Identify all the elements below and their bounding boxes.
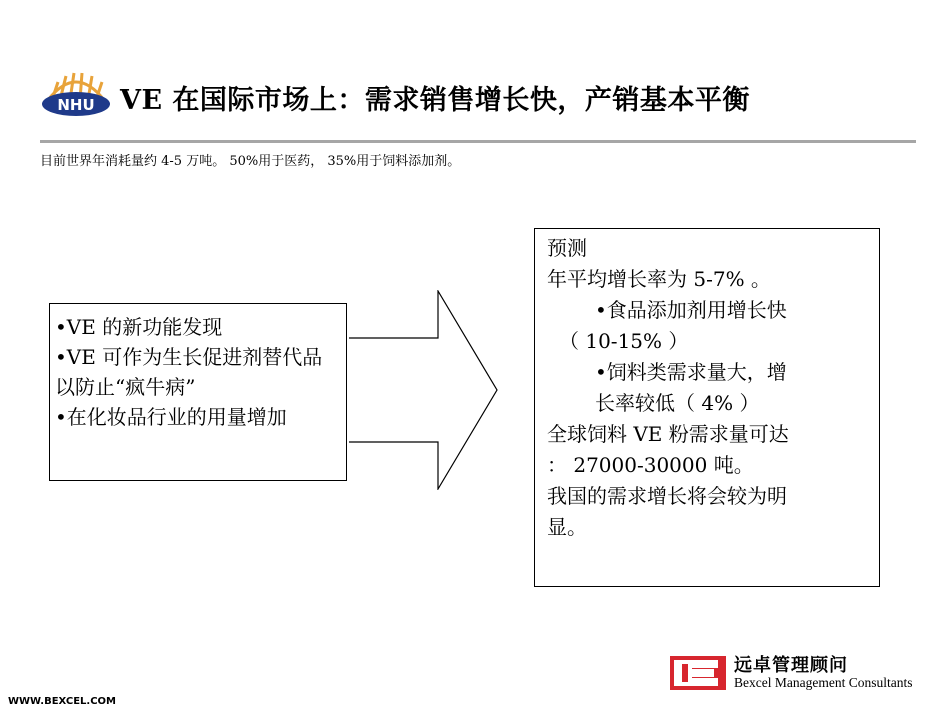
forecast-line: （ 10-15% ） (559, 329, 689, 353)
company-name-cn: 远卓管理顾问 (734, 655, 848, 676)
footer-url: WWW.BEXCEL.COM (8, 696, 117, 707)
forecast-line: •饲料类需求量大，增 (595, 360, 787, 384)
company-name-en: Bexcel Management Consultants (734, 675, 913, 690)
nhu-logo (40, 70, 112, 118)
forecast-line: 年平均增长率为 5-7% 。 (547, 267, 771, 291)
logo-text: NHU (57, 96, 95, 114)
subtitle: 目前世界年消耗量约 4-5 万吨。 50%用于医药， 35%用于饲料添加剂。 (40, 154, 461, 169)
forecast-line: 长率较低（ 4% ） (595, 391, 760, 415)
title-divider (40, 140, 916, 143)
drivers-box (49, 303, 347, 481)
bexcel-logo-icon (668, 650, 728, 696)
forecast-line: •食品添加剂用增长快 (595, 298, 787, 322)
forecast-box (534, 228, 880, 587)
right-arrow-icon (348, 290, 498, 490)
forecast-line: 显。 (547, 515, 587, 539)
forecast-line: 全球饲料 VE 粉需求量可达 (547, 422, 789, 446)
forecast-line: 我国的需求增长将会较为明 (547, 484, 787, 508)
driver-item: •VE 的新功能发现 (55, 315, 223, 339)
forecast-heading: 预测 (547, 236, 587, 260)
driver-item: •VE 可作为生长促进剂替代品以防止“疯牛病” (55, 345, 323, 399)
page-title: VE 在国际市场上：需求销售增长快，产销基本平衡 (120, 85, 750, 116)
forecast-line: ： 27000-30000 吨。 (547, 453, 754, 477)
driver-item: •在化妆品行业的用量增加 (55, 405, 287, 429)
